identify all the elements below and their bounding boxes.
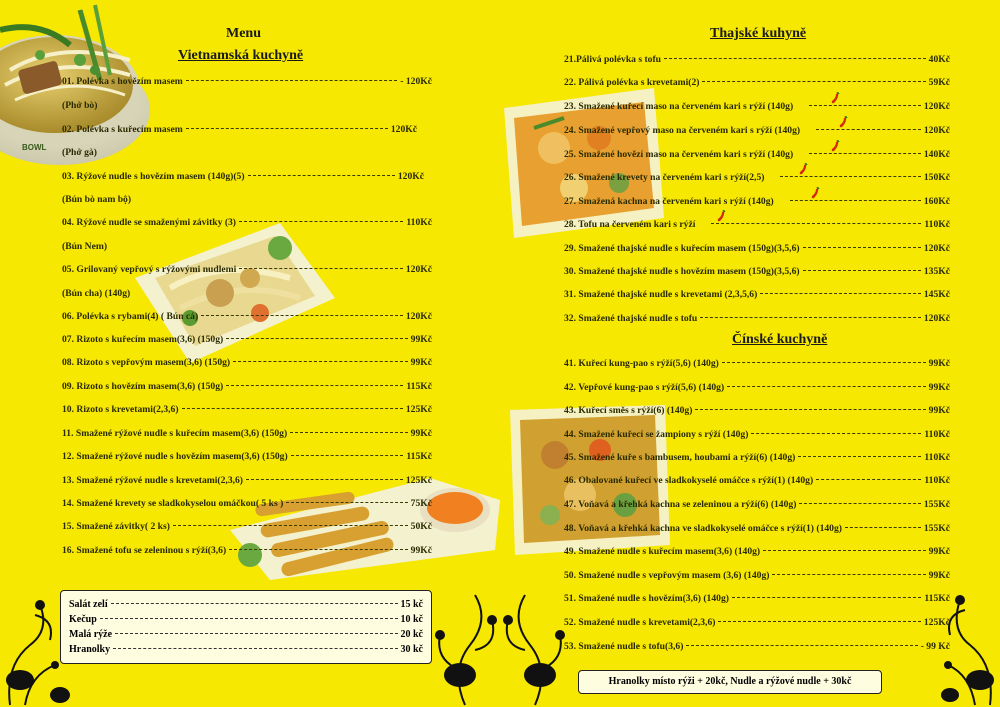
menu-item: 24. Smažené vepřový maso na červeném kari s rýží (140g) 120Kč (564, 125, 950, 136)
menu-item: 16. Smažené tofu se zeleninou s rýží(3,6) 99Kč (62, 545, 432, 556)
menu-item: 31. Smažené thajské nudle s krevetami (2,3,5,6) 145Kč (564, 289, 950, 300)
chili-icon (810, 187, 820, 199)
menu-item: 10. Rizoto s krevetami(2,3,6) 125Kč (62, 404, 432, 415)
menu-item: 50. Smažené nudle s vepřovým masem (3,6) (140g) 99Kč (564, 570, 950, 581)
menu-item: 13. Smažené rýžové nudle s krevetami(2,3,6) 125Kč (62, 475, 432, 486)
sides-box (60, 590, 432, 664)
menu-item: 52. Smažené nudle s krevetami(2,3,6) 125Kč (564, 617, 950, 628)
right-page (500, 0, 1000, 707)
chili-icon (830, 92, 840, 104)
menu-item: 53. Smažené nudle s tofu(3,6) - 99 Kč (564, 641, 950, 652)
menu-item: 03. Rýžové nudle s hovězím masem (140g)(5) 120Kč (62, 171, 424, 182)
menu-item: 25. Smažené hovězí maso na červeném kari s rýží (140g) 140Kč (564, 149, 950, 160)
menu-item: 21.Pálivá polévka s tofu 40Kč (564, 54, 950, 65)
menu-item: 46. Obalované kuřecí ve sladkokyselé omáčce s rýží(1) (140g) 110Kč (564, 475, 950, 486)
menu-item-subtitle: (Bún bò nam bộ) (62, 194, 132, 205)
extras-note: Hranolky místo rýži + 20kč, Nudle a rýžové nudle + 30kč (578, 670, 882, 694)
menu-item: 04. Rýžové nudle se smaženými závitky (3) 110Kč (62, 217, 432, 228)
menu-item-subtitle: (Phở gà) (62, 147, 97, 158)
menu-item: 43. Kuřecí směs s rýží(6) (140g) 99Kč (564, 405, 950, 416)
floral-ornament-center-left (430, 590, 500, 707)
menu-item: 12. Smažené rýžové nudle s hovězím masem(3,6) (150g) 115Kč (62, 451, 432, 462)
noodle-plate-photo (130, 218, 340, 368)
chinese-section-title: Čínské kuchyně (732, 332, 828, 347)
menu-item: 08. Rizoto s vepřovým masem(3,6) (150g) 99Kč (62, 357, 432, 368)
floral-ornament-right (940, 575, 1000, 707)
menu-item-subtitle: (Bún cha) (140g) (62, 288, 131, 299)
menu-item: 28. Tofu na červeném kari s rýží 110Kč (564, 219, 950, 230)
menu-item: 27. Smažená kachna na červeném kari s rýží (140g) 160Kč (564, 196, 950, 207)
menu-item: 49. Smažené nudle s kuřecím masem(3,6) (140g) 99Kč (564, 546, 950, 557)
menu-item: 30. Smažené thajské nudle s hovězím masem (150g)(3,5,6) 135Kč (564, 266, 950, 277)
menu-item: 45. Smažené kuře s bambusem, houbami a rýží(6) (140g) 110Kč (564, 452, 950, 463)
menu-item: 47. Voňavá a křehká kachna se zeleninou a rýží(6) (140g) 155Kč (564, 499, 950, 510)
chili-icon (716, 210, 726, 222)
menu-item: 41. Kuřecí kung-pao s rýží(5,6) (140g) 99Kč (564, 358, 950, 369)
menu-item: 05. Grilovaný vepřový s rýžovými nudlemi 120Kč (62, 264, 432, 275)
chili-icon (838, 116, 848, 128)
side-item: Kečup 10 kč (69, 614, 423, 625)
menu-item: 48. Voňavá a křehká kachna ve sladkokyselé omáčce s rýží(1) (140g) 155Kč (564, 523, 950, 534)
bowl-logo: BOWL (22, 143, 47, 152)
side-item: Malá rýže 20 kč (69, 629, 423, 640)
menu-title: Menu (226, 26, 261, 41)
menu-item: 11. Smažené rýžové nudle s kuřecím masem(3,6) (150g) 99Kč (62, 428, 432, 439)
menu-item: 15. Smažené závitky( 2 ks) 50Kč (62, 521, 432, 532)
menu-item: 01. Polévka s hovězím masem - 120Kč (62, 76, 432, 87)
menu-item: 23. Smažené kuřecí maso na červeném kari s rýží (140g) 120Kč (564, 101, 950, 112)
thai-section-title: Thajské kuhyně (710, 26, 807, 41)
menu-item: 42. Vepřové kung-pao s rýží(5,6) (140g) 99Kč (564, 382, 950, 393)
menu-item: 51. Smažené nudle s hovězím(3,6) (140g) 115Kč (564, 593, 950, 604)
side-item: Salát zelí 15 kč (69, 599, 423, 610)
menu-item: 32. Smažené thajské nudle s tofu 120Kč (564, 313, 950, 324)
menu-item: 22. Pálivá polévka s krevetami(2) 59Kč (564, 77, 950, 88)
chili-icon (798, 163, 808, 175)
floral-ornament-center-right (500, 590, 570, 707)
menu-item: 44. Smažené kuřecí se žampiony s rýží (140g) 110Kč (564, 429, 950, 440)
chili-icon (830, 140, 840, 152)
menu-item: 06. Polévka s rybami(4) ( Bún cá) 120Kč (62, 311, 432, 322)
menu-item-subtitle: (Bún Nem) (62, 241, 108, 252)
menu-item: 26. Smažené krevety na červeném kari s rýží(2,5) 150Kč (564, 172, 950, 183)
menu-item: 14. Smažené krevety se sladkokyselou omáčkou( 5 ks ) 75Kč (62, 498, 432, 509)
vietnamese-section-title: Vietnamská kuchyně (178, 48, 304, 63)
menu-item: 02. Polévka s kuřecím masem 120Kč (62, 124, 417, 135)
menu-item: 29. Smažené thajské nudle s kuřecím masem (150g)(3,5,6) 120Kč (564, 243, 950, 254)
menu-item: 07. Rizoto s kuřecím masem(3,6) (150g) 99Kč (62, 334, 432, 345)
side-item: Hranolky 30 kč (69, 644, 423, 655)
menu-item-subtitle: (Phở bò) (62, 100, 98, 111)
menu-item: 09. Rizoto s hovězím masem(3,6) (150g) 115Kč (62, 381, 432, 392)
floral-ornament-left (0, 585, 70, 707)
